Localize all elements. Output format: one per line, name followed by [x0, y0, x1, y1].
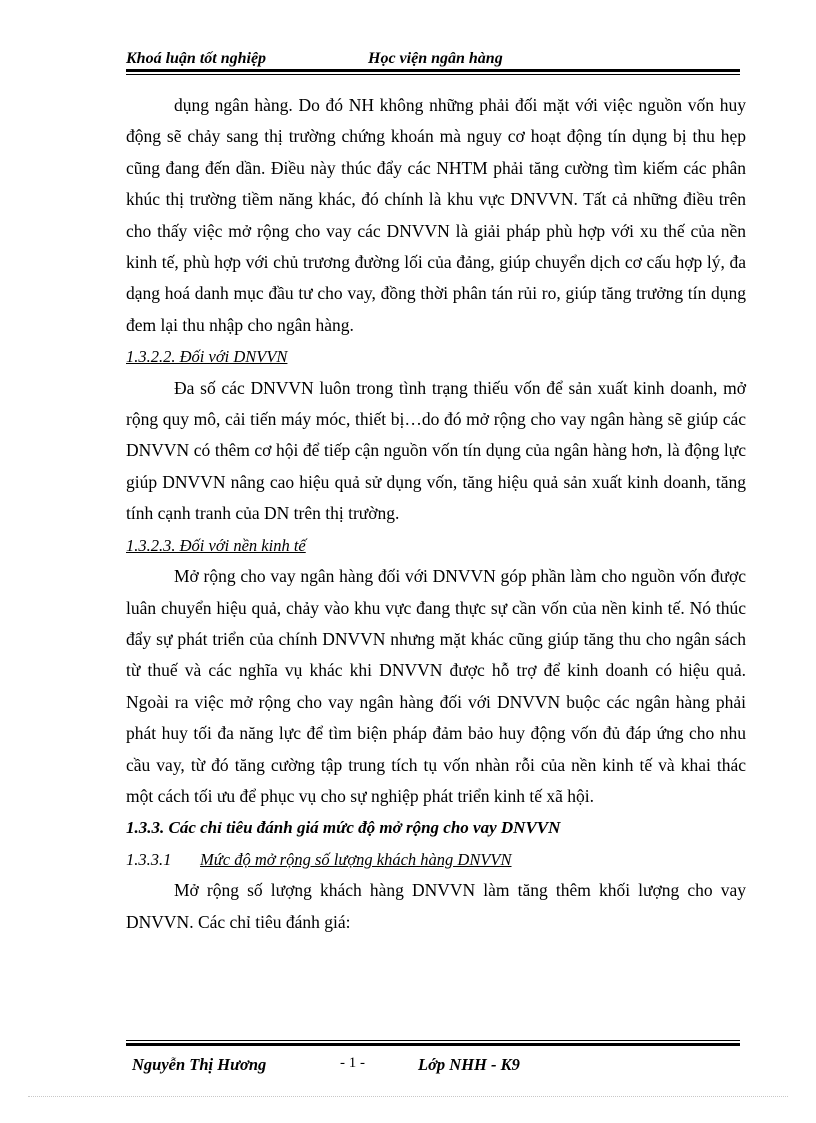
header-rule-thin [126, 74, 740, 75]
footer-rule-thin [126, 1040, 740, 1041]
heading-1-3-3-1-title: Mức độ mở rộng số lượng khách hàng DNVVN [200, 849, 512, 869]
heading-1-3-3: 1.3.3. Các chỉ tiêu đánh giá mức độ mở rộng cho vay DNVVN [126, 818, 561, 838]
header-institution: Học viện ngân hàng [368, 50, 503, 67]
footer-class: Lớp NHH - K9 [418, 1055, 520, 1074]
footer-rule-thick [126, 1043, 740, 1046]
paragraph-3: Mở rộng cho vay ngân hàng đối với DNVVN góp phần làm cho nguồn vốn được luân chuyển hiệu quả, chảy vào khu vực đang thực sự cần vốn của nền kinh tế. Nó thúc đẩy sự phát triển của chính DNVVN nhưng mặt khác cũng giúp tăng thu cho ngân sách từ thuế và các nghĩa vụ khác khi DNVVN được hỗ trợ để kinh doanh có hiệu quả. Ngoài ra việc mở rộng cho vay ngân hàng đối với DNVVN buộc các ngân hàng phải phát huy tối đa năng lực để tìm biện pháp đảm bảo huy động vốn đủ đáp ứng cho nhu cầu vay, từ đó tăng cường tập trung tích tụ vốn nhàn rỗi của nền kinh tế và khai thác một cách tối ưu để phục vụ cho sự nghiệp phát triển kinh tế xã hội. [126, 566, 746, 806]
footer-author: Nguyễn Thị Hương [132, 1055, 267, 1074]
heading-1-3-3-1 [126, 844, 746, 875]
page-body [126, 90, 746, 938]
page-footer [132, 1055, 732, 1075]
paragraph-4: Mở rộng số lượng khách hàng DNVVN làm tăng thêm khối lượng cho vay DNVVN. Các chỉ tiêu đánh giá: [126, 880, 746, 932]
footer-page-number: - 1 - [340, 1055, 365, 1071]
heading-1-3-2-2: 1.3.2.2. Đối với DNVVN [126, 347, 288, 367]
page-header [126, 50, 740, 68]
paragraph-2: Đa số các DNVVN luôn trong tình trạng thiếu vốn để sản xuất kinh doanh, mở rộng quy mô, cải tiến máy móc, thiết bị…do đó mở rộng cho vay ngân hàng sẽ giúp các DNVVN có thêm cơ hội để tiếp cận nguồn vốn tín dụng của ngân hàng hơn, là động lực giúp DNVVN nâng cao hiệu quả sử dụng vốn, tăng hiệu quả sản xuất kinh doanh, tăng tính cạnh tranh của DN trên thị trường. [126, 377, 746, 524]
header-thesis-title: Khoá luận tốt nghiệp [126, 50, 267, 67]
page-bottom-dotted-line [28, 1096, 788, 1097]
header-rule-thick [126, 69, 740, 72]
heading-1-3-2-3: 1.3.2.3. Đối với nền kinh tế [126, 535, 306, 555]
paragraph-1: dụng ngân hàng. Do đó NH không những phải đối mặt với việc nguồn vốn huy động sẽ chảy sang thị trường chứng khoán mà nguy cơ hoạt động tín dụng bị thu hẹp cũng đang đến dần. Điều này thúc đẩy các NHTM phải tăng cường tìm kiếm các phân khúc thị trường tiềm năng khác, đó chính là khu vực DNVVN. Tất cả những điều trên cho thấy việc mở rộng cho vay các DNVVN là giải pháp phù hợp với xu thế của nền kinh tế, phù hợp với chủ trương đường lối của đảng, giúp chuyển dịch cơ cấu hợp lý, đa dạng hoá danh mục đầu tư cho vay, đồng thời phân tán rủi ro, giúp tăng trưởng tín dụng đem lại thu nhập cho ngân hàng. [126, 95, 746, 335]
heading-1-3-3-1-number: 1.3.3.1 [126, 849, 172, 869]
